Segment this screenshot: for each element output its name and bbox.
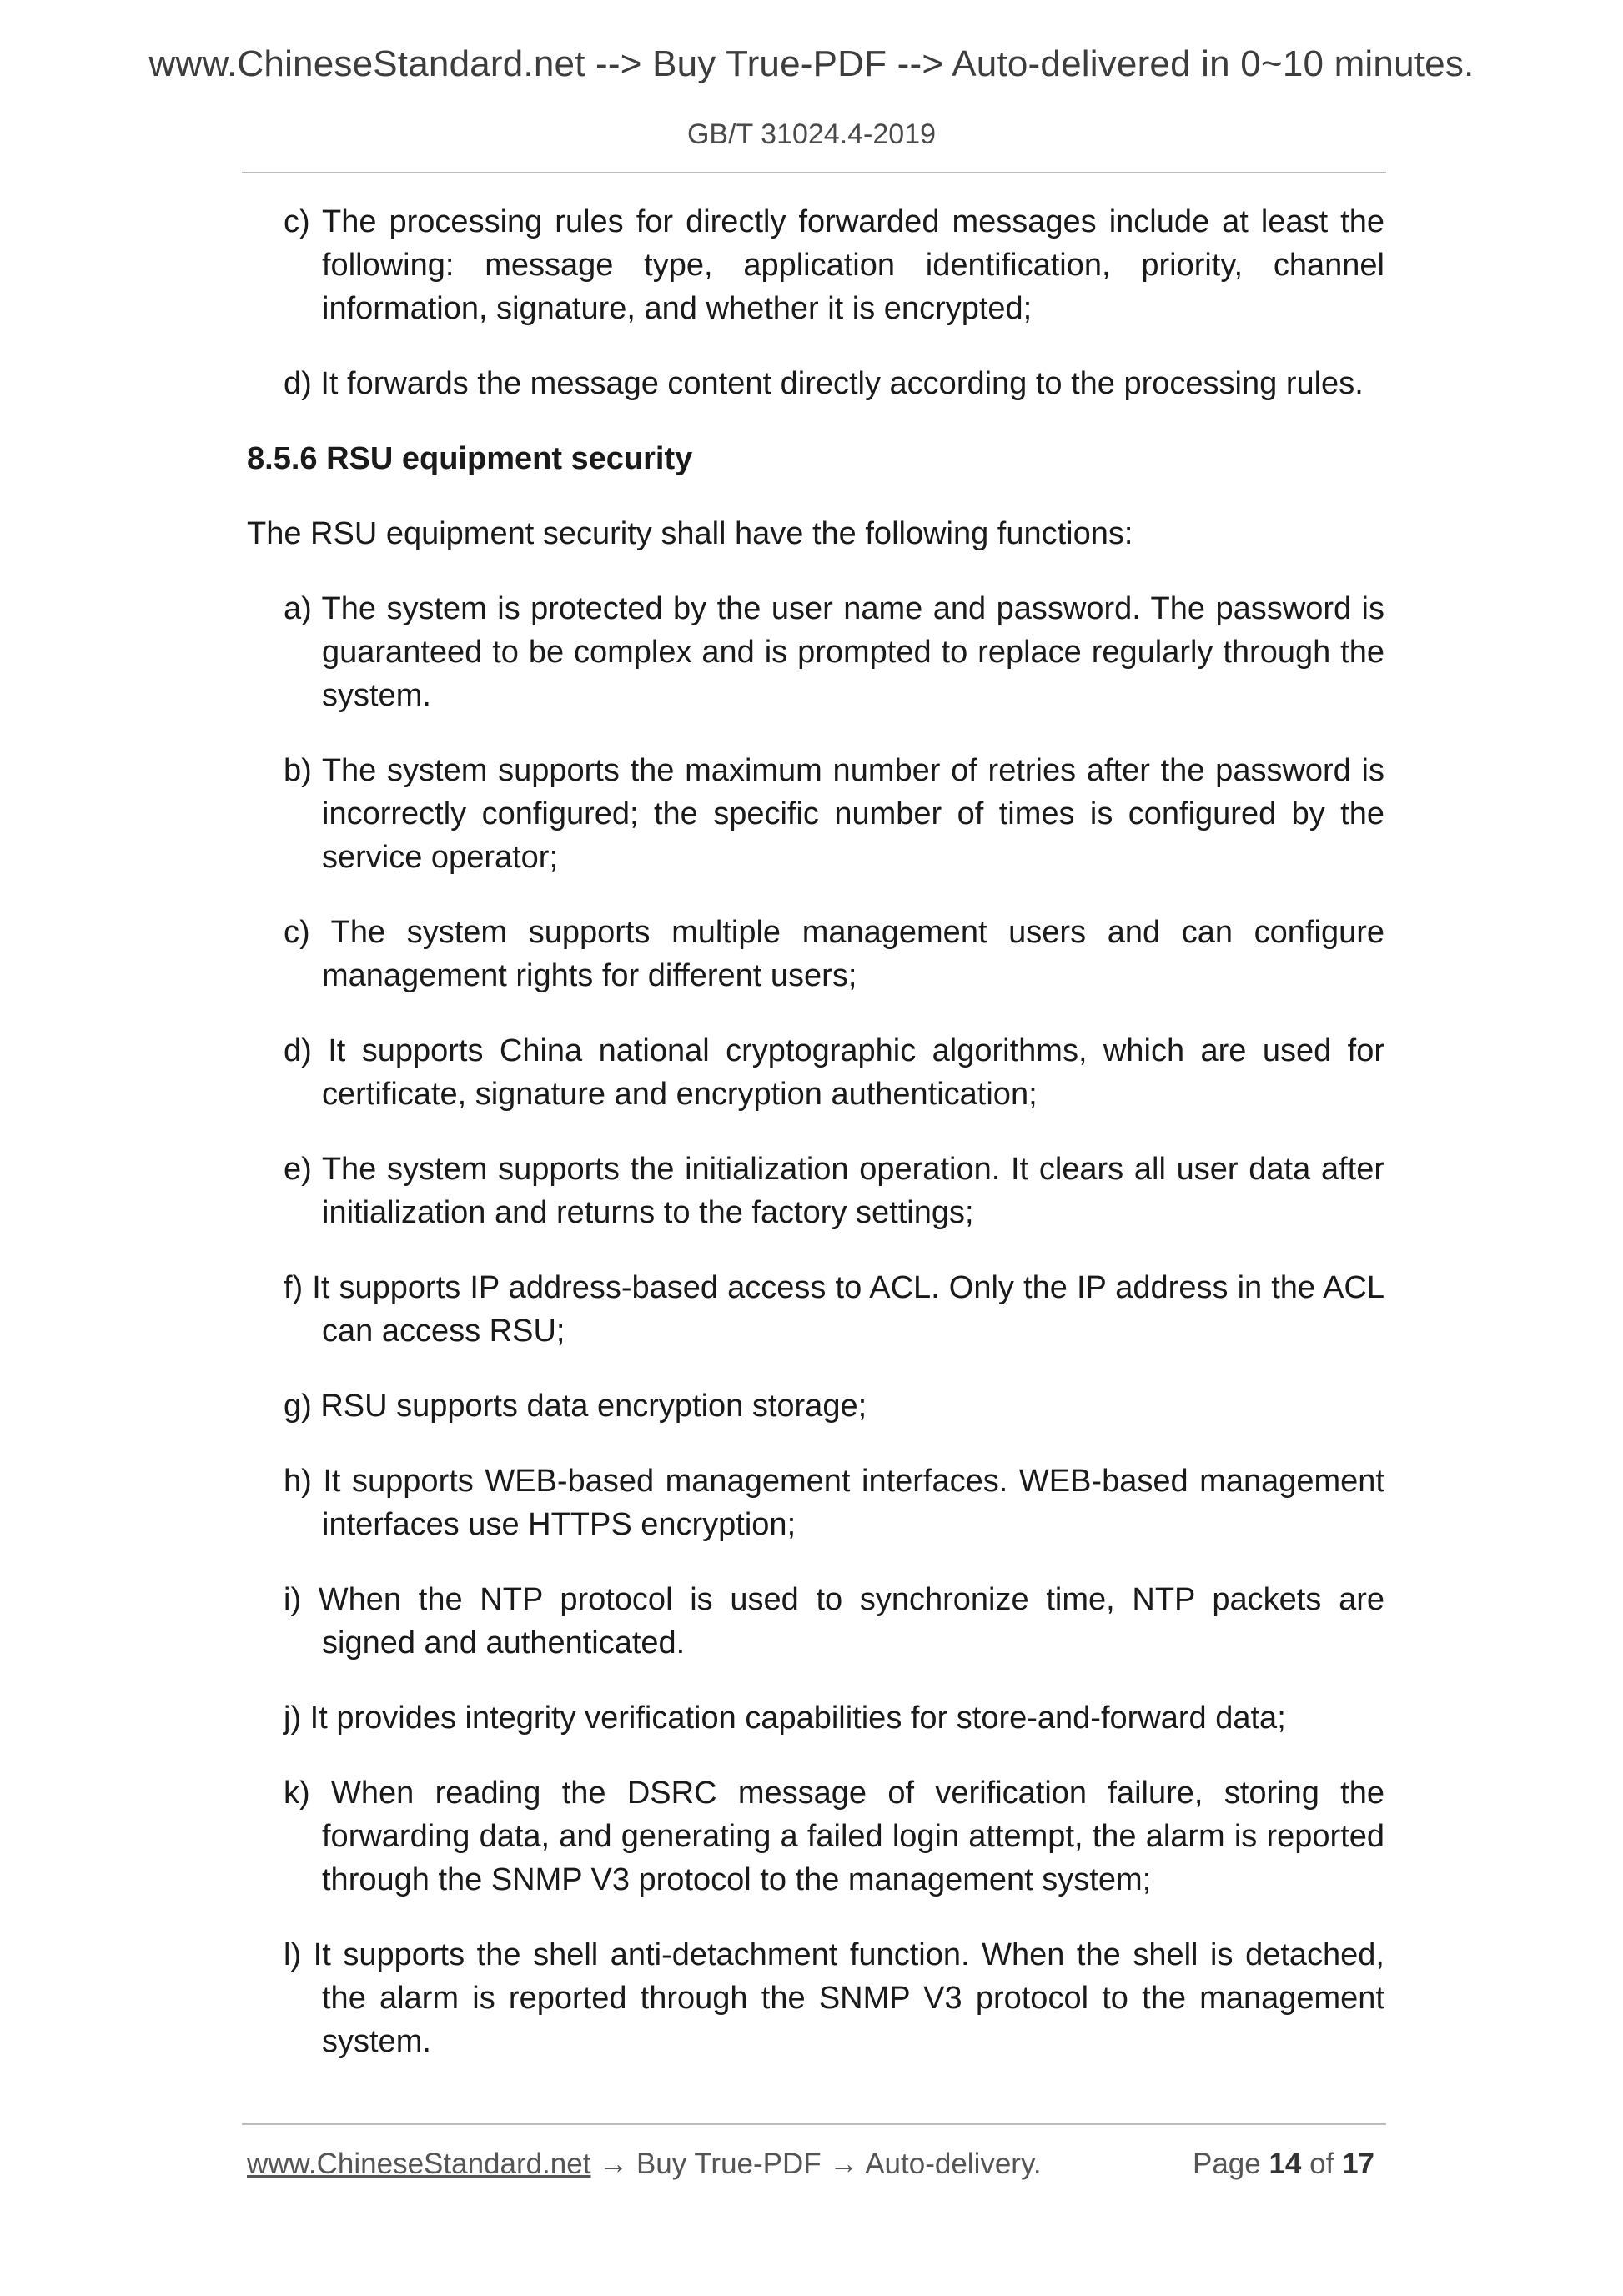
standard-code: GB/T 31024.4-2019 xyxy=(686,118,937,150)
page-content xyxy=(247,200,1384,2095)
list-item: e) The system supports the initialization operation. It clears all user data after initialization and returns to the factory settings; xyxy=(284,1152,1384,1230)
header-divider xyxy=(242,172,1386,173)
header-banner: www.ChineseStandard.net --> Buy True-PDF --> Auto-delivered in 0~10 minutes. xyxy=(148,43,1475,84)
page-of: of xyxy=(1309,2148,1334,2180)
list-item: k) When reading the DSRC message of verification failure, storing the forwarding data, and generating a failed login attempt, the alarm is reported through the SNMP V3 protocol to the management system; xyxy=(284,1776,1384,1897)
section-intro: The RSU equipment security shall have the following functions: xyxy=(247,516,1133,551)
list-item: h) It supports WEB-based management interfaces. WEB-based management interfaces use HTTPS encryption; xyxy=(284,1464,1384,1542)
page-footer xyxy=(247,2148,1384,2181)
arrow-right-icon: → xyxy=(599,2148,629,2180)
page-label: Page xyxy=(1192,2148,1261,2180)
section-heading: 8.5.6 RSU equipment security xyxy=(247,441,693,476)
footer-buy-text: Buy True-PDF xyxy=(636,2148,822,2180)
page-current: 14 xyxy=(1269,2148,1302,2180)
list-item: d) It forwards the message content directly according to the processing rules. xyxy=(284,366,1364,401)
list-item: g) RSU supports data encryption storage; xyxy=(284,1389,867,1424)
arrow-right-icon: → xyxy=(829,2148,859,2180)
footer-site-link[interactable]: www.ChineseStandard.net xyxy=(247,2148,591,2180)
list-item: d) It supports China national cryptographic algorithms, which are used for certificate, signature and encryption authentication; xyxy=(284,1033,1384,1112)
list-item: a) The system is protected by the user name and password. The password is guaranteed to be complex and is prompted to replace regularly through the system. xyxy=(284,591,1384,713)
footer-divider xyxy=(242,2123,1386,2125)
page-indicator xyxy=(1193,2148,1374,2181)
list-item: l) It supports the shell anti-detachment function. When the shell is detached, the alarm is reported through the SNMP V3 protocol to the management system. xyxy=(284,1937,1384,2059)
footer-delivery-text: Auto-delivery. xyxy=(865,2148,1042,2180)
list-item: c) The system supports multiple management users and can configure management rights for different users; xyxy=(284,915,1384,993)
list-item: j) It provides integrity verification capabilities for store-and-forward data; xyxy=(284,1701,1286,1736)
list-item: b) The system supports the maximum number of retries after the password is incorrectly configured; the specific number of times is configured by the service operator; xyxy=(284,753,1384,875)
list-item: f) It supports IP address-based access to ACL. Only the IP address in the ACL can access RSU; xyxy=(284,1270,1384,1349)
list-item: i) When the NTP protocol is used to synchronize time, NTP packets are signed and authenticated. xyxy=(284,1582,1384,1660)
page-total: 17 xyxy=(1342,2148,1374,2180)
list-item: c) The processing rules for directly forwarded messages include at least the following: message type, application identification, priority, channel information, signature, and whether it is encrypted; xyxy=(284,204,1384,326)
